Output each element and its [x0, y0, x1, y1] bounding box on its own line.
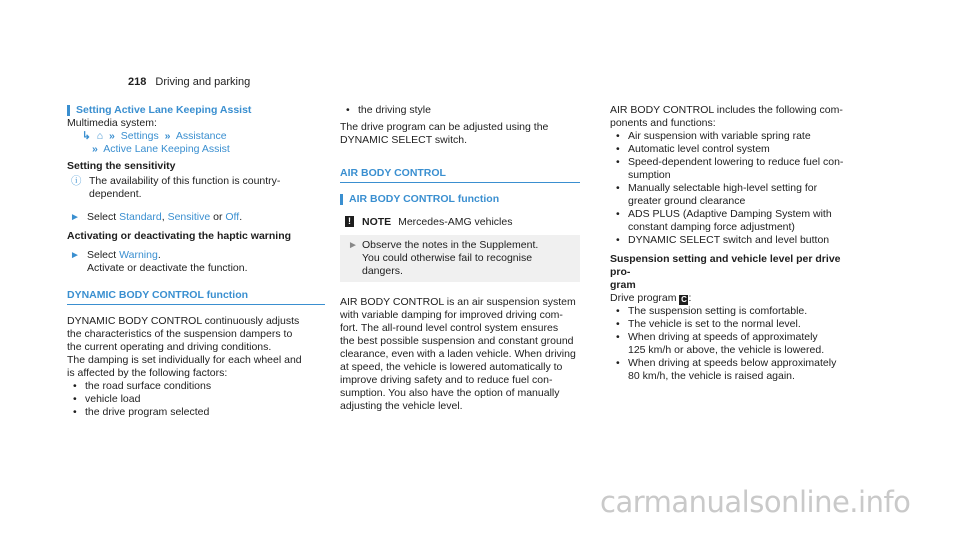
list-item [610, 208, 855, 234]
text-line: ponents and functions: [610, 117, 716, 129]
punct: , [161, 211, 165, 223]
text-line: DYNAMIC SELECT switch. [340, 134, 467, 146]
text-line: gram [610, 279, 636, 291]
text-line: Drive program [610, 292, 677, 304]
heading-setting-alka: Setting Active Lane Keeping Assist [67, 104, 325, 117]
text-line: Automatic level control system [628, 143, 770, 155]
menu-path [67, 130, 325, 156]
paragraph-air-body [340, 296, 580, 413]
text-line: is affected by the following factors: [67, 367, 228, 379]
step-text: Activate or deactivate the function. [87, 262, 248, 274]
list-item [610, 130, 855, 143]
text-line: Suspension setting and vehicle level per drive pro- [610, 253, 841, 278]
text-line: dangers. [362, 265, 403, 277]
multimedia-label: Multimedia system: [67, 117, 157, 129]
step-triangle-icon: ► [348, 240, 358, 251]
list-item [610, 357, 855, 383]
list-item [610, 234, 855, 247]
column-3 [610, 104, 855, 383]
text-line: The damping is set individually for each wheel and [67, 354, 302, 366]
note-header [340, 216, 580, 229]
note-line: dependent. [89, 188, 142, 200]
list-item [610, 318, 855, 331]
step-select-sensitivity [67, 211, 325, 224]
text-line: You could otherwise fail to recognise [362, 252, 533, 264]
section-air-body-control: AIR BODY CONTROL [340, 167, 580, 183]
step-text: Select [87, 249, 117, 261]
note-title: Mercedes-AMG vehicles [398, 216, 513, 228]
text-line: with variable damping for improved driving com- [340, 309, 563, 321]
text-line: at speed, the vehicle is lowered automatically to [340, 361, 563, 373]
page-number: 218 [128, 76, 147, 88]
chevron-right-icon: » [164, 130, 171, 142]
list-item: • the road surface conditions [67, 380, 325, 393]
step-text: or [213, 211, 223, 223]
step-triangle-icon: ► [70, 250, 80, 261]
option-standard[interactable]: Standard [119, 211, 162, 223]
text-line: fort. The all-round level control system ensures [340, 322, 559, 334]
list-item [610, 331, 855, 357]
home-icon[interactable]: ⌂ [96, 130, 104, 142]
list-item [610, 305, 855, 318]
warning-icon: ! [345, 216, 354, 227]
text-line: constant damping force adjustment) [628, 221, 795, 233]
factor-list [67, 380, 325, 419]
menu-settings[interactable]: Settings [120, 130, 159, 142]
enter-arrow-icon: ↳ [82, 130, 91, 142]
text-line: AIR BODY CONTROL is an air suspension system [340, 296, 576, 308]
option-warning[interactable]: Warning [119, 249, 158, 261]
factor-list-continued [340, 104, 580, 117]
heading-sensitivity: Setting the sensitivity [67, 160, 176, 172]
note-body [340, 235, 580, 282]
column-2 [340, 104, 580, 413]
list-item: • vehicle load [67, 393, 325, 406]
text-line: DYNAMIC BODY CONTROL continuously adjusts [67, 315, 300, 327]
step-triangle-icon: ► [70, 212, 80, 223]
paragraph [67, 354, 325, 380]
list-item [610, 156, 855, 182]
info-note [67, 175, 325, 201]
note-line: The availability of this function is country- [89, 175, 281, 187]
list-item [610, 143, 855, 156]
text-line: the best possible suspension and constant ground [340, 335, 574, 347]
text-line: • When driving at speeds below approximately [628, 357, 837, 369]
text-line: Observe the notes in the Supplement. [362, 239, 539, 251]
text-line: the characteristics of the suspension dampers to [67, 328, 293, 340]
watermark: carmanualsonline.info [600, 485, 911, 519]
list-item: • the drive program selected [67, 406, 325, 419]
punct: . [239, 211, 243, 223]
text-line: the current operating and driving conditions. [67, 341, 272, 353]
punct: . [157, 249, 161, 261]
text-line: AIR BODY CONTROL includes the following com- [610, 104, 843, 116]
text-line: • When driving at speeds of approximately [628, 331, 818, 343]
text-line: • Manually selectable high-level setting for [628, 182, 818, 194]
column-1 [67, 104, 325, 419]
section-dynamic-body-control: DYNAMIC BODY CONTROL function [67, 289, 325, 305]
drive-program-line [610, 292, 855, 305]
chevron-right-icon: » [92, 143, 98, 155]
text-line: The suspension setting is comfortable. [628, 305, 808, 317]
text-line: sumption. You also have the option of manually [340, 387, 560, 399]
info-icon: ⓘ [71, 175, 82, 187]
list-item: • the driving style [340, 104, 580, 117]
note-label: NOTE [362, 216, 392, 228]
paragraph [67, 315, 325, 354]
step-select-warning [67, 249, 325, 275]
step-text: Select [87, 211, 117, 223]
option-off[interactable]: Off [225, 211, 240, 223]
components-list [610, 130, 855, 247]
punct: : [688, 292, 692, 304]
text-line: 80 km/h, the vehicle is raised again. [628, 370, 795, 382]
option-sensitive[interactable]: Sensitive [167, 211, 211, 223]
paragraph [610, 104, 855, 130]
list-item [610, 182, 855, 208]
page-header [128, 76, 250, 89]
text-line: • ADS PLUS (Adaptive Damping System with [628, 208, 832, 220]
settings-list [610, 305, 855, 383]
text-line: DYNAMIC SELECT switch and level button [628, 234, 830, 246]
heading-haptic-warning: Activating or deactivating the haptic warning [67, 230, 292, 242]
comfort-program-icon: C [681, 295, 687, 304]
heading-suspension-setting [610, 253, 855, 292]
text-line: 125 km/h or above, the vehicle is lowered. [628, 344, 825, 356]
text-line: Air suspension with variable spring rate [628, 130, 811, 142]
page-section-title: Driving and parking [155, 76, 251, 88]
text-line: The drive program can be adjusted using the [340, 121, 549, 133]
text-line: • Speed-dependent lowering to reduce fuel con- [628, 156, 844, 168]
text-line: clearance, even with a laden vehicle. When driving [340, 348, 576, 360]
text-line: improve driving safety and to reduce fuel con- [340, 374, 553, 386]
text-line: adjusting the vehicle level. [340, 400, 463, 412]
heading-air-body-control-function: AIR BODY CONTROL function [340, 193, 580, 206]
text-line: greater ground clearance [628, 195, 746, 207]
paragraph [340, 121, 580, 147]
note-box [340, 216, 580, 282]
text-line: sumption [628, 169, 671, 181]
text-line: The vehicle is set to the normal level. [628, 318, 801, 330]
chevron-right-icon: » [109, 130, 115, 142]
menu-alka[interactable]: Active Lane Keeping Assist [103, 143, 230, 155]
menu-assistance[interactable]: Assistance [175, 130, 227, 142]
